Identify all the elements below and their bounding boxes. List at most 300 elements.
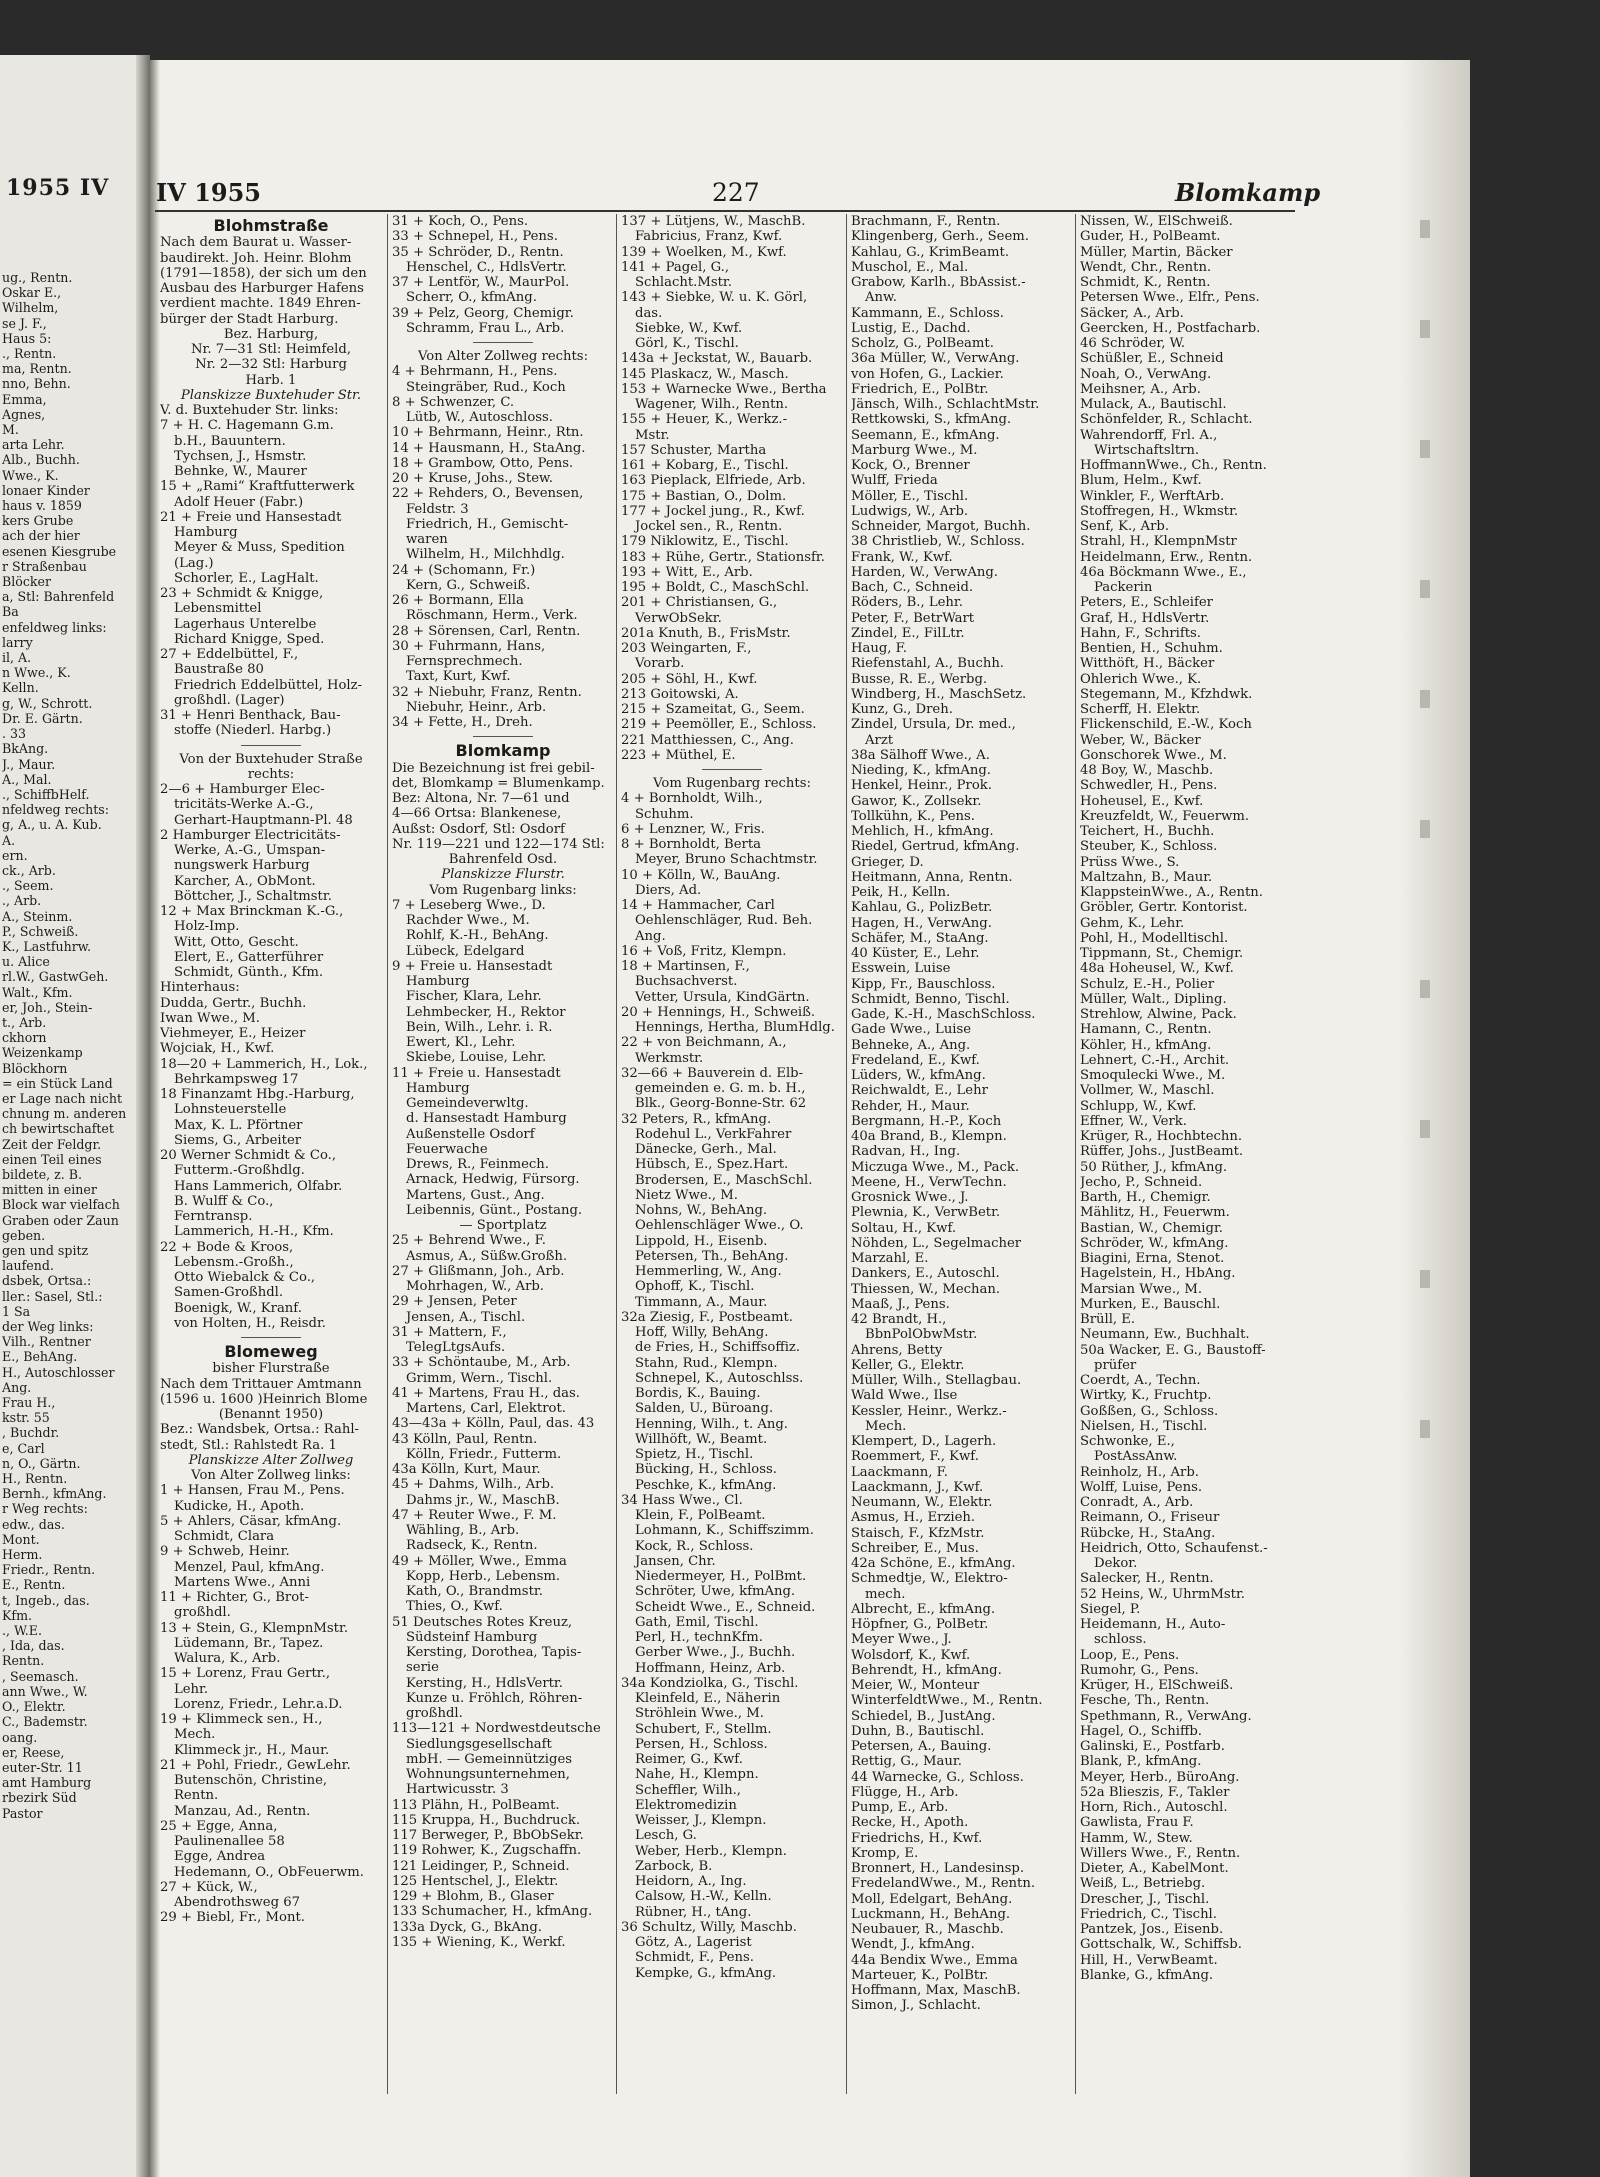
directory-entry: Wohnungsunternehmen, [406,1767,570,1782]
directory-entry: Feldstr. 3 [406,501,469,517]
directory-entry: Packerin [1094,580,1153,595]
directory-entry: Conradt, A., Arb. [1080,1495,1194,1510]
left-page-text [2,270,136,1821]
left-page-line: der Weg links: [2,1319,94,1335]
directory-entry: 10 + Kölln, W., BauAng. [621,867,781,883]
left-page-line: geben. [2,1227,46,1243]
directory-entry: Schlacht.Mstr. [635,275,732,290]
directory-entry: Peter, F., BetrWart [851,610,975,626]
directory-entry: KlappsteinWwe., A., Rentn. [1080,885,1263,900]
directory-entry: Stahn, Rud., Klempn. [635,1355,778,1371]
directory-entry: Marzahl, E. [851,1251,929,1266]
directory-entry: Ströhlein Wwe., M. [635,1706,764,1722]
column-rule [387,214,388,2094]
directory-entry: 121 Leidinger, P., Schneid. [392,1858,570,1874]
column-3 [621,214,843,2094]
directory-entry: Lehmbecker, H., Rektor [406,1004,566,1020]
directory-entry: Rumohr, G., Pens. [1080,1662,1199,1678]
directory-entry: Marsian Wwe., M. [1080,1281,1203,1297]
directory-entry: Grosnick Wwe., J. [851,1190,969,1205]
directory-entry: 41 + Martens, Frau H., das. [392,1385,580,1401]
directory-entry: Reichwaldt, E., Lehr [851,1083,988,1099]
header-rule [155,210,1295,212]
directory-entry: Dankers, E., Autoschl. [851,1266,1000,1282]
directory-entry: Lorenz, Friedr., Lehr.a.D. [174,1696,343,1712]
left-page-line: rbezirk Süd [2,1790,77,1806]
directory-entry: 27 + Glißmann, Joh., Arb. [392,1263,565,1279]
directory-entry: Timmann, A., Maur. [635,1294,768,1310]
directory-entry: Schlupp, W., Kwf. [1080,1098,1197,1114]
left-page-line: gen und spitz [2,1243,89,1258]
directory-entry: Biagini, Erna, Stenot. [1080,1251,1225,1266]
directory-entry: 25 + Egge, Anna, [160,1818,278,1834]
directory-entry: Pantzek, Jos., Eisenb. [1080,1922,1224,1937]
directory-entry: 18 + Martinsen, F., [621,959,750,974]
directory-entry: Jecho, P., Schneid. [1080,1174,1203,1190]
directory-entry: Jensen, A., Tischl. [406,1309,526,1325]
directory-entry: Hartwicusstr. 3 [406,1782,509,1798]
directory-entry: schloss. [1094,1632,1147,1648]
directory-entry: Taxt, Kurt, Kwf. [406,669,511,685]
directory-entry: Bronnert, H., Landesinsp. [851,1861,1025,1876]
directory-entry: Persen, H., Schloss. [635,1736,768,1752]
directory-entry: Gawlista, Frau F. [1080,1815,1194,1831]
directory-entry: 43—43a + Kölln, Paul, das. 43 [392,1416,595,1432]
directory-entry: Abendrothsweg 67 [174,1895,301,1910]
directory-entry: 20 + Kruse, Johs., Stew. [392,471,553,486]
directory-entry: (1596 u. 1600 )Heinrich Blome [160,1391,368,1407]
directory-entry: Schnepel, K., Autoschlss. [635,1370,804,1386]
directory-entry: prüfer [1094,1357,1137,1373]
directory-entry: Scheffler, Wilh., [635,1782,741,1798]
directory-entry: 32 + Niebuhr, Franz, Rentn. [392,684,582,700]
directory-entry: Brodersen, E., MaschSchl. [635,1172,813,1188]
street-heading: Blomeweg [224,1342,318,1361]
directory-entry: Weber, W., Bäcker [1080,732,1201,748]
directory-entry: 141 + Pagel, G., [621,259,730,275]
directory-entry: Weiß, L., Betriebg. [1080,1876,1206,1892]
directory-entry: verdient machte. 1849 Ehren- [160,296,361,312]
directory-entry: 32—66 + Bauverein d. Elb- [621,1065,804,1081]
directory-entry: Gade, K.-H., MaschSchloss. [851,1007,1036,1022]
directory-entry: 50a Wacker, E. G., Baustoff- [1080,1342,1266,1358]
directory-entry: waren [406,532,448,547]
directory-entry: 42a Schöne, E., kfmAng. [851,1556,1016,1571]
left-page-line: Herm. [2,1547,43,1563]
directory-entry: Zarbock, B. [635,1858,713,1874]
directory-entry: 179 Niklowitz, E., Tischl. [621,534,789,550]
left-page-line: Weizenkamp [2,1045,83,1061]
directory-entry: Graf, H., HdlsVertr. [1080,610,1210,626]
directory-entry: 9 + Schweb, Heinr. [160,1544,290,1560]
directory-entry: 52a Blieszis, F., Takler [1080,1784,1230,1800]
directory-entry: Kersting, H., HdlsVertr. [406,1675,563,1691]
left-page-line: er, Joh., Stein- [2,999,93,1015]
directory-entry: (Benannt 1950) [218,1407,324,1422]
directory-entry: Möller, E., Tischl. [851,488,969,504]
directory-entry: Kreuzfeldt, W., Feuerwm. [1080,808,1250,824]
directory-entry: Vetter, Ursula, KindGärtn. [635,989,810,1005]
left-page-line: e, Carl [2,1440,45,1456]
directory-entry: 38 Christlieb, W., Schloss. [851,534,1025,550]
directory-entry: Wirtky, K., Fruchtp. [1080,1388,1212,1404]
directory-entry: 201 + Christiansen, G., [621,595,778,611]
directory-entry: 31 + Koch, O., Pens. [392,214,529,229]
directory-entry: Behneke, A., Ang. [851,1037,971,1053]
left-page-line: a, Stl: Bahrenfeld [2,589,115,605]
directory-entry: 32a Ziesig, F., Postbeamt. [621,1309,793,1325]
directory-entry: Hemmerling, W., Ang. [635,1264,782,1279]
left-page-line: einen Teil eines [2,1151,102,1167]
left-page-line: g, W., Schrott. [2,695,93,711]
left-page-line: BkAng. [2,741,49,757]
directory-entry: FredelandWwe., M., Rentn. [851,1876,1036,1892]
directory-entry: Skiebe, Louise, Lehr. [406,1050,547,1066]
directory-entry: Bez. Harburg, [223,326,319,342]
left-page-line: er Lage nach nicht [2,1090,123,1106]
left-page-line: H., Autoschlosser [2,1364,115,1380]
directory-entry: Scheidt Wwe., E., Schneid. [635,1599,816,1615]
left-page-line: Mont. [2,1531,40,1547]
directory-entry: Schüßler, E., Schneid [1080,351,1224,367]
directory-entry: 5 + Ahlers, Cäsar, kfmAng. [160,1513,342,1529]
directory-entry: Lustig, E., Dachd. [851,320,971,336]
left-page-line: K., Lastfuhrw. [2,938,92,954]
directory-entry: Blk., Georg-Bonne-Str. 62 [635,1096,807,1112]
directory-entry: 29 + Biebl, Fr., Mont. [160,1910,305,1926]
left-page-line: n, O., Gärtn. [2,1455,81,1471]
directory-entry: Kern, G., Schweiß. [406,577,531,593]
left-page-line: Kelln. [2,680,39,696]
directory-entry: 205 + Söhl, H., Kwf. [621,671,758,687]
directory-entry: Behrendt, H., kfmAng. [851,1662,1002,1678]
directory-entry: 34 + Fette, H., Dreh. [392,715,533,730]
directory-entry: 31 + Mattern, F., [392,1324,507,1340]
directory-entry: 34a Kondziolka, G., Tischl. [621,1675,799,1691]
directory-entry: Fesche, Th., Rentn. [1080,1693,1210,1709]
directory-entry: B. Wulff & Co., [174,1193,274,1209]
directory-entry: Calsow, H.-W., Kelln. [635,1889,772,1905]
directory-entry: Außst: Osdorf, Stl: Osdorf [392,821,565,837]
directory-entry: 33 + Schnepel, H., Pens. [392,229,558,245]
directory-entry: Hamm, W., Stew. [1080,1830,1193,1846]
directory-entry: Heidemann, H., Auto- [1080,1617,1226,1632]
left-page-line: u. Alice [2,954,50,970]
directory-entry: 22 + Rehders, O., Bevensen, [392,486,584,502]
directory-entry: Guder, H., PolBeamt. [1080,229,1221,245]
left-page-line: laufend. [2,1258,54,1274]
directory-entry: Schmidt, Benno, Tischl. [851,991,1010,1007]
directory-entry: 38a Sälhoff Wwe., A. [851,747,990,763]
directory-entry: Henkel, Heinr., Prok. [851,778,992,794]
directory-entry: gemeinden e. G. m. b. H., [635,1081,806,1096]
directory-entry: Asmus, H., Erzieh. [851,1510,976,1526]
directory-entry: Hedemann, O., ObFeuerwm. [174,1864,364,1880]
directory-entry: 183 + Rühe, Gertr., Stationsfr. [621,549,825,565]
directory-entry: 4 + Bornholdt, Wilh., [621,791,763,807]
directory-entry: Nahe, H., Klempn. [635,1767,759,1783]
directory-entry: Götz, A., Lagerist [635,1935,752,1950]
directory-entry: Hübsch, E., Spez.Hart. [635,1157,789,1173]
directory-entry: Planskizze Flurstr. [441,867,565,883]
directory-entry: 135 + Wiening, K., Werkf. [392,1934,566,1950]
directory-entry: Steingräber, Rud., Koch [406,379,566,395]
directory-entry: Effner, W., Verk. [1080,1113,1187,1129]
directory-entry: Nieding, K., kfmAng. [851,763,991,778]
directory-entry: Schreiber, E., Mus. [851,1540,979,1556]
directory-entry: Coerdt, A., Techn. [1080,1373,1201,1388]
directory-entry: 155 + Heuer, K., Werkz.- [621,412,788,428]
directory-entry: Baustraße 80 [174,662,264,678]
directory-entry: Hamburg [174,525,238,540]
directory-entry: Hagelstein, H., HbAng. [1080,1266,1236,1282]
left-page-line: esenen Kiesgrube [2,543,117,559]
directory-entry: Werke, A.-G., Umspan- [174,843,326,858]
directory-entry: 1 + Hansen, Frau M., Pens. [160,1483,345,1499]
directory-entry: Maltzahn, B., Maur. [1080,869,1213,885]
directory-entry: Gehm, K., Lehr. [1080,915,1185,931]
directory-entry: Gemeindeverwltg. [406,1096,529,1111]
directory-entry: Rodehul L., VerkFahrer [635,1126,792,1142]
directory-entry: Zindel, E., FilLtr. [851,625,965,641]
directory-entry: Kahlau, G., PolizBetr. [851,900,993,916]
left-page-line: Ang. [2,1379,32,1395]
directory-entry: Mstr. [635,427,670,443]
directory-entry: Friedrich, H., Gemischt- [406,516,569,532]
left-page-line: edw., das. [2,1516,65,1532]
directory-entry: Schmidt, Clara [174,1529,275,1544]
directory-entry: d. Hansestadt Hamburg [406,1111,567,1127]
directory-entry: Wahrendorff, Frl. A., [1080,427,1218,443]
directory-entry: Menzel, Paul, kfmAng. [174,1559,325,1575]
street-heading: Blohmstraße [213,216,329,235]
directory-entry: Vom Rugenbarg rechts: [653,776,811,791]
directory-entry: 20 Werner Schmidt & Co., [160,1148,337,1163]
directory-entry: Säcker, A., Arb. [1080,305,1184,321]
directory-entry: bisher Flurstraße [212,1361,330,1377]
directory-entry: Dekor. [1094,1556,1138,1571]
directory-entry: Kath, O., Brandmstr. [406,1584,543,1599]
left-page-fragment [0,55,150,2177]
directory-entry: 50 Rüther, J., kfmAng. [1080,1159,1228,1175]
directory-entry: Martens, Carl, Elektrot. [406,1401,566,1416]
directory-entry: rechts: [247,766,295,782]
directory-entry: de Fries, H., Schiffsoffiz. [635,1340,801,1356]
directory-entry: 25 + Behrend Wwe., F. [392,1233,546,1249]
directory-entry: Witthöft, H., Bäcker [1080,656,1215,672]
left-page-line: kers Grube [2,513,74,529]
directory-entry: baudirekt. Joh. Heinr. Blohm [160,250,352,266]
directory-entry: Hill, H., VerwBeamt. [1080,1952,1218,1968]
directory-entry: Klempert, D., Lagerh. [851,1434,997,1449]
directory-entry: 113—121 + Nordwestdeutsche [392,1721,601,1737]
left-page-line: A., Steinm. [2,908,73,924]
directory-entry: Neumann, Ew., Buchhalt. [1080,1327,1250,1343]
directory-entry: Seemann, E., kfmAng. [851,427,1000,443]
directory-entry: Futterm.-Großhdlg. [174,1163,305,1179]
directory-entry: Meihsner, A., Arb. [1080,381,1201,397]
left-page-line: J., Maur. [2,756,56,772]
directory-entry: 44 Warnecke, G., Schloss. [851,1769,1024,1785]
directory-entry: Strehlow, Alwine, Pack. [1080,1007,1237,1022]
left-page-line: ma, Rentn. [2,361,72,377]
directory-entry: Bez.: Wandsbek, Ortsa.: Rahl- [160,1422,359,1438]
directory-entry: Miczuga Wwe., M., Pack. [851,1159,1020,1175]
directory-entry: Friedrich, C., Tischl. [1080,1906,1217,1922]
left-page-line: arta Lehr. [2,437,65,453]
directory-entry: Feuerwache [406,1141,488,1157]
directory-entry: Heidelmann, Erw., Rentn. [1080,549,1253,565]
directory-entry: 133 Schumacher, H., kfmAng. [392,1904,593,1920]
directory-entry: 40 Küster, E., Lehr. [851,946,980,961]
directory-entry: Nissen, W., ElSchweiß. [1080,214,1233,229]
directory-entry: Peters, E., Schleifer [1080,595,1213,611]
running-head-left: IV 1955 [156,178,261,207]
directory-entry: Meier, W., Monteur [851,1678,980,1693]
directory-entry: Soltau, H., Kwf. [851,1220,957,1236]
directory-entry: Salecker, H., Rentn. [1080,1571,1214,1587]
left-page-line: Blöckhorn [2,1060,68,1076]
directory-entry: 35 + Schröder, D., Rentn. [392,244,564,260]
directory-entry: Laackmann, J., Kwf. [851,1479,984,1495]
directory-entry: Martens Wwe., Anni [174,1574,311,1590]
directory-entry: Flügge, H., Arb. [851,1784,959,1800]
directory-entry: Riefenstahl, A., Buchh. [851,656,1005,672]
directory-entry: Stoffregen, H., Wkmstr. [1080,503,1239,519]
directory-entry: Petersen Wwe., Elfr., Pens. [1080,290,1260,306]
thumb-index-tabs [1400,220,1470,1520]
directory-entry: Schmidt, Günth., Kfm. [174,965,324,980]
left-page-line: n Wwe., K. [2,665,71,681]
directory-entry: Pohl, H., Modelltischl. [1080,930,1229,946]
left-page-line: O., Elektr. [2,1699,66,1715]
left-page-line: Emma, [2,391,47,407]
directory-entry: Riedel, Gertrud, kfmAng. [851,839,1020,855]
directory-entry: Ewert, Kl., Lehr. [406,1035,516,1050]
directory-entry: Otto Wiebalck & Co., [174,1270,316,1285]
directory-entry: Haug, F. [851,641,907,656]
directory-entry: 48a Hoheusel, W., Kwf. [1080,961,1234,977]
directory-entry: serie [406,1660,439,1676]
left-page-line: Alb., Buchh. [2,452,80,468]
directory-entry: Von Alter Zollweg links: [191,1468,351,1483]
directory-entry: Rettig, G., Maur. [851,1754,962,1770]
directory-entry: Smoqulecki Wwe., M. [1080,1068,1226,1083]
directory-entry: Meyer, Herb., BüroAng. [1080,1769,1240,1785]
directory-entry: Görl, K., Tischl. [635,336,739,351]
directory-entry: Siegel, P. [1080,1601,1141,1617]
directory-entry: Spethmann, R., VerwAng. [1080,1708,1252,1724]
directory-entry: Kudicke, H., Apoth. [174,1498,305,1514]
directory-entry: Lagerhaus Unterelbe [174,616,317,632]
directory-entry: Hagel, O., Schiffb. [1080,1723,1202,1739]
directory-entry: 139 + Woelken, M., Kwf. [621,244,787,260]
left-page-line: Agnes, [2,406,46,422]
directory-entry: 22 + von Beichmann, A., [621,1035,787,1051]
directory-entry: Hagen, H., VerwAng. [851,915,992,931]
directory-entry: 6 + Lenzner, W., Fris. [621,821,765,837]
directory-entry: Röschmann, Herm., Verk. [406,608,578,624]
directory-entry: Gade Wwe., Luise [851,1022,972,1038]
directory-entry: Stegemann, M., Kfzhdwk. [1080,686,1253,702]
directory-entry: 15 + „Rami“ Kraftfutterwerk [160,479,355,495]
directory-entry: Tychsen, J., Hsmstr. [174,448,307,464]
directory-entry: Hoffmann, Max, MaschB. [851,1983,1021,1998]
directory-entry: 2—6 + Hamburger Elec- [160,782,325,797]
page-spine [150,60,160,2177]
directory-entry: Vollmer, W., Maschl. [1080,1083,1215,1099]
directory-entry: 133a Dyck, G., BkAng. [392,1919,542,1935]
directory-entry: Winkler, F., WerftArb. [1080,488,1225,504]
left-page-line: oang. [2,1729,38,1745]
directory-entry: Meyer Wwe., J. [851,1632,952,1648]
directory-entry: Luckmann, H., BehAng. [851,1906,1011,1922]
directory-entry: Petersen, A., Bauing. [851,1739,992,1754]
left-page-line: , Ida, das. [2,1638,65,1654]
directory-entry: PostAssAnw. [1094,1449,1178,1465]
directory-entry: Niedermeyer, H., PolBmt. [635,1569,807,1584]
directory-entry: nungswerk Harburg [174,858,310,874]
directory-entry: 37 + Lentför, W., MaurPol. [392,275,570,290]
directory-entry: 30 + Fuhrmann, Hans, [392,638,546,654]
left-page-line: rl.W., GastwGeh. [2,969,109,985]
directory-entry: 24 + (Schomann, Fr.) [392,562,536,578]
directory-entry: Lüders, W., kfmAng. [851,1068,986,1083]
directory-entry: das. [635,305,663,321]
directory-entry: Schorler, E., LagHalt. [174,570,319,586]
directory-entry: Vorarb. [635,656,685,672]
left-page-line: ck., Arb. [2,862,56,878]
directory-entry: Kessler, Heinr., Werkz.- [851,1403,1007,1419]
column-rule [616,214,617,2094]
column-rule [846,214,847,2094]
directory-entry: Schmidt, F., Pens. [635,1950,754,1966]
directory-entry: 52 Heins, W., UhrmMstr. [1080,1586,1245,1602]
directory-entry: 19 + Klimmeck sen., H., [160,1712,323,1727]
left-page-line: ller.: Sasel, Stl.: [2,1288,103,1304]
section-divider [241,1337,301,1338]
directory-entry: Schulz, E.-H., Polier [1080,976,1215,992]
directory-entry: Elektromedizin [635,1797,737,1813]
left-page-line: . 33 [2,726,27,742]
directory-entry: Ophoff, K., Tischl. [635,1279,755,1295]
directory-entry: 40a Brand, B., Klempn. [851,1129,1007,1144]
directory-entry: Lippold, H., Eisenb. [635,1233,768,1249]
section-divider [473,736,533,737]
left-page-line: se J. F., [2,315,47,331]
directory-entry: Meyer & Muss, Spedition [174,540,345,556]
directory-entry: Werkmstr. [635,1050,704,1066]
running-head-right: Blomkamp [1175,178,1321,207]
directory-entry: Heidorn, A., Ing. [635,1874,747,1889]
directory-entry: Jockel sen., R., Rentn. [635,519,783,534]
directory-entry: Richard Knigge, Sped. [174,631,325,647]
directory-entry: 39 + Pelz, Georg, Chemigr. [392,305,574,321]
left-page-line: r Straßenbau [2,558,87,574]
left-page-line: haus v. 1859 [2,498,82,514]
left-page-line: H., Rentn. [2,1471,68,1487]
directory-entry: Brachmann, F., Rentn. [851,214,1001,229]
directory-entry: Max, K. L. Pförtner [174,1117,303,1133]
directory-entry: Teichert, H., Buchh. [1080,824,1215,839]
directory-entry: Schuhm. [635,806,694,822]
left-page-line: Pastor [2,1805,43,1821]
directory-entry: Wähling, B., Arb. [406,1523,520,1538]
directory-entry: Nach dem Trittauer Amtmann [160,1376,362,1392]
directory-entry: Friedrich, E., PolBtr. [851,381,989,397]
directory-entry: — Sportplatz [459,1218,547,1233]
directory-entry: Drews, R., Feinmech. [406,1157,549,1172]
